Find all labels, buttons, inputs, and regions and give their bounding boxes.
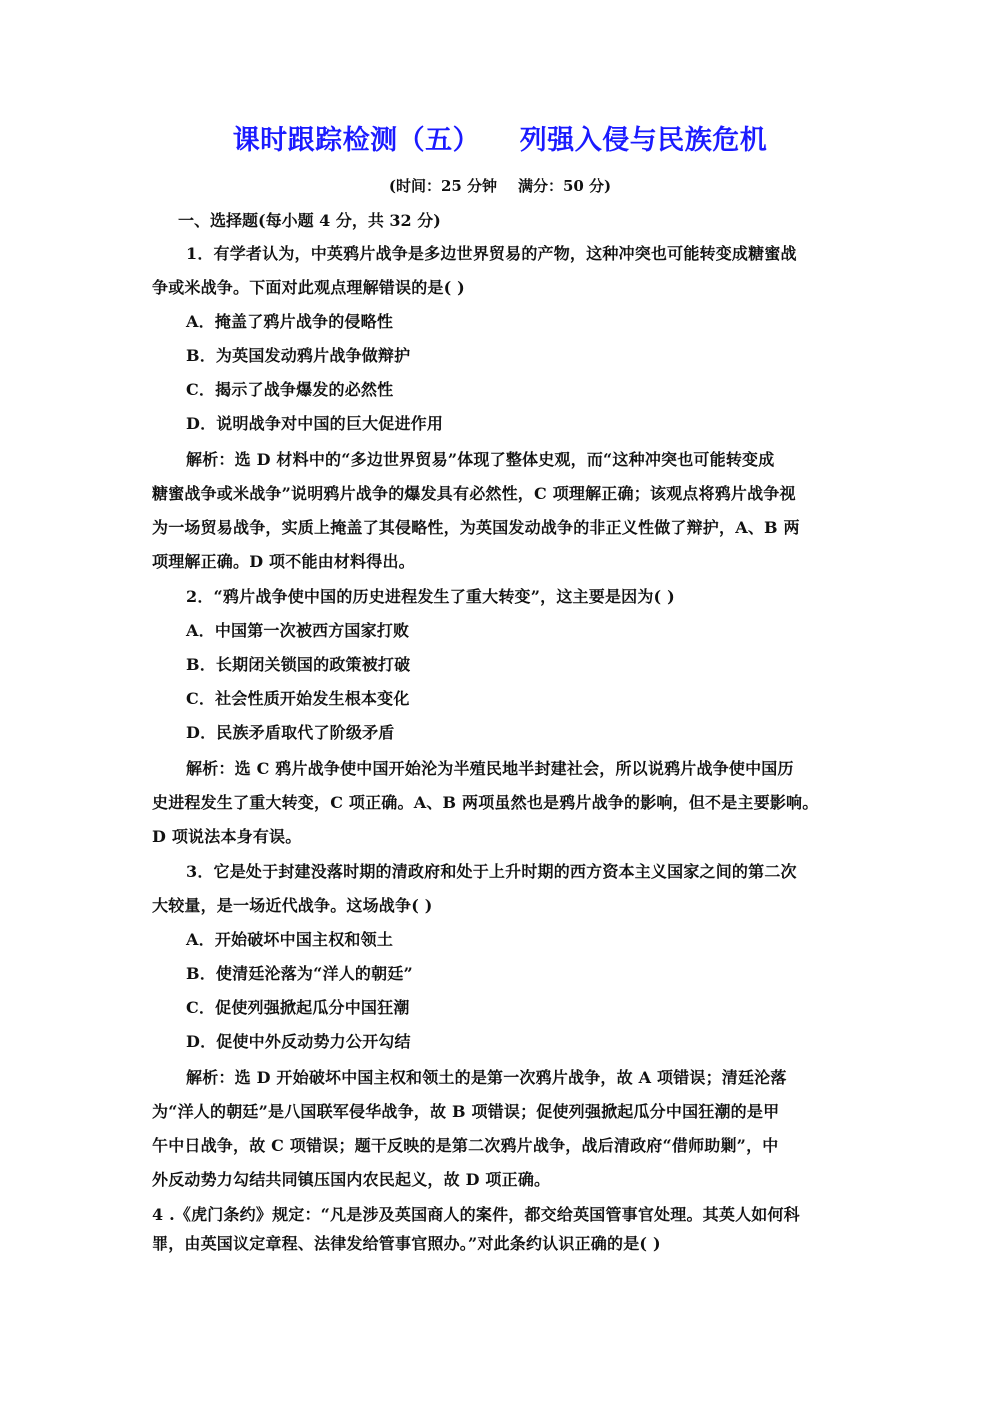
- question-stem-line: 1．有学者认为，中英鸦片战争是多边世界贸易的产物，这种冲突也可能转变成糖蜜战: [186, 244, 797, 263]
- analysis-line: 解析：选 D 材料中的“多边世界贸易”体现了整体史观，而“这种冲突也可能转变成: [186, 450, 775, 469]
- question-stem-line: 争或米战争。下面对此观点理解错误的是( ): [152, 278, 465, 297]
- question-stem-line: 大较量，是一场近代战争。这场战争( ): [152, 896, 433, 915]
- option-d: D．促使中外反动势力公开勾结: [186, 1032, 411, 1051]
- question-stem-line: 3．它是处于封建没落时期的清政府和处于上升时期的西方资本主义国家之间的第二次: [186, 862, 797, 881]
- section-heading-multiple-choice: 一、选择题(每小题 4 分，共 32 分): [178, 211, 441, 230]
- analysis-line: 外反动势力勾结共同镇压国内农民起义，故 D 项正确。: [152, 1170, 551, 1189]
- option-b: B．为英国发动鸦片战争做辩护: [186, 346, 411, 365]
- option-a: A．掩盖了鸦片战争的侵略性: [186, 312, 394, 331]
- analysis-line: 解析：选 D 开始破坏中国主权和领土的是第一次鸦片战争，故 A 项错误；清廷沦落: [186, 1068, 787, 1087]
- option-c: C．揭示了战争爆发的必然性: [186, 380, 394, 399]
- analysis-line: 为一场贸易战争，实质上掩盖了其侵略性，为英国发动战争的非正义性做了辩护，A、B 两: [152, 518, 800, 537]
- analysis-line: 解析：选 C 鸦片战争使中国开始沦为半殖民地半封建社会，所以说鸦片战争使中国历: [186, 759, 794, 778]
- question-stem-line: 2．“鸦片战争使中国的历史进程发生了重大转变”，这主要是因为( ): [186, 587, 675, 606]
- question-stem-line: 罪，由英国议定章程、法律发给管事官照办。”对此条约认识正确的是( ): [152, 1234, 661, 1253]
- time-and-score-info: (时间：25 分钟 满分：50 分): [388, 177, 612, 195]
- option-c: C．促使列强掀起瓜分中国狂潮: [186, 998, 410, 1017]
- analysis-line: 为“洋人的朝廷”是八国联军侵华战争，故 B 项错误；促使列强掀起瓜分中国狂潮的是甲: [152, 1102, 780, 1121]
- question-stem-line: 4 .《虎门条约》规定：“凡是涉及英国商人的案件，都交给英国管事官处理。其英人如何科: [152, 1205, 800, 1224]
- option-d: D．民族矛盾取代了阶级矛盾: [186, 723, 395, 742]
- analysis-line: 项理解正确。D 项不能由材料得出。: [152, 552, 415, 571]
- option-a: A．开始破坏中国主权和领土: [186, 930, 394, 949]
- option-c: C．社会性质开始发生根本变化: [186, 689, 410, 708]
- analysis-line: 午中日战争，故 C 项错误；题干反映的是第二次鸦片战争，战后清政府“借师助剿”，中: [152, 1136, 779, 1155]
- analysis-line: D 项说法本身有误。: [152, 827, 302, 846]
- option-b: B．长期闭关锁国的政策被打破: [186, 655, 411, 674]
- option-a: A．中国第一次被西方国家打败: [186, 621, 410, 640]
- analysis-line: 糖蜜战争或米战争”说明鸦片战争的爆发具有必然性，C 项理解正确；该观点将鸦片战争视: [152, 484, 796, 503]
- page-title: 课时跟踪检测（五） 列强入侵与民族危机: [232, 125, 768, 156]
- analysis-line: 史进程发生了重大转变，C 项正确。A、B 两项虽然也是鸦片战争的影响，但不是主要影响。: [152, 793, 819, 812]
- option-b: B．使清廷沦落为“洋人的朝廷”: [186, 964, 413, 983]
- option-d: D．说明战争对中国的巨大促进作用: [186, 414, 444, 433]
